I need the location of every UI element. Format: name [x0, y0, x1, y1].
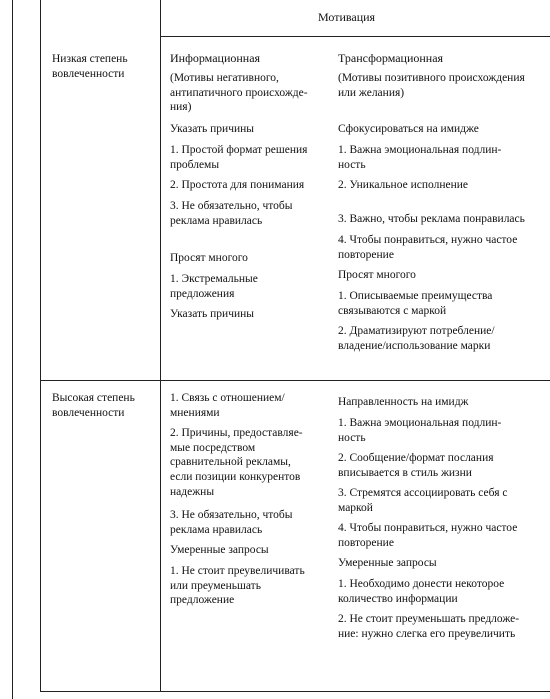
informational-subtitle: (Мотивы негативного, антипатичного происхожде- ния)	[170, 72, 308, 114]
list-item: Просят многого	[338, 269, 416, 281]
table-inner-left-border	[40, 0, 41, 692]
list-item: 1. Описываемые преимущества связываются с маркой	[338, 290, 493, 317]
list-item: 2. Простота для понимания	[170, 179, 305, 191]
motivation-header: Мотивация	[318, 10, 376, 24]
row-divider	[40, 380, 550, 381]
list-item: Направленность на имидж	[338, 396, 469, 408]
list-item: 1. Связь с отношением/ мнениями	[170, 392, 285, 419]
list-item: 4. Чтобы понравиться, нужно частое повторение	[338, 234, 518, 261]
column-title-transformational: Трансформационная	[338, 51, 444, 65]
list-item: 2. Причины, предоставляе- мые посредством сравнительной рекламы, если позиции конкурентов надежны	[170, 427, 303, 498]
list-item: Указать причины	[170, 123, 255, 135]
table-bottom-border	[40, 691, 550, 692]
list-item: 1. Важна эмоциональная подлин- ность	[338, 144, 502, 171]
list-item: 2. Сообщение/формат послания вписывается в стиль жизни	[338, 452, 494, 479]
list-item: Просят многого	[170, 252, 248, 264]
list-item: 3. Стремятся ассоциировать себя с маркой	[338, 487, 508, 514]
list-item: 1. Простой формат решения проблемы	[170, 144, 308, 171]
list-item: 2. Драматизируют потребление/ владение/использование марки	[338, 325, 495, 352]
list-item: Умеренные запросы	[170, 544, 269, 556]
table-left-border	[12, 0, 13, 699]
transformational-subtitle: (Мотивы позитивного происхождения или желания)	[338, 72, 525, 99]
list-item: 3. Не обязательно, чтобы реклама нравилась	[170, 200, 293, 227]
row-label-low-involvement: Низкая степень вовлеченности	[52, 53, 128, 80]
list-item: 2. Не стоит преуменьшать предложе- ние: нужно слегка его преувеличить	[338, 613, 520, 640]
list-item: 2. Уникальное исполнение	[338, 179, 468, 191]
list-item: 3. Не обязательно, чтобы реклама нравилась	[170, 509, 293, 536]
header-divider	[160, 36, 550, 37]
list-item: 4. Чтобы понравиться, нужно частое повторение	[338, 522, 518, 549]
column-divider	[160, 0, 161, 692]
column-title-informational: Информационная	[170, 51, 261, 65]
list-item: 1. Необходимо донести некоторое количество информации	[338, 578, 505, 605]
list-item: 1. Важна эмоциональная подлин- ность	[338, 417, 502, 444]
row-label-high-involvement: Высокая степень вовлеченности	[52, 392, 135, 419]
list-item: 1. Экстремальные предложения	[170, 273, 258, 300]
list-item: Умеренные запросы	[338, 557, 437, 569]
list-item: Сфокусироваться на имидже	[338, 123, 479, 135]
list-item: Указать причины	[170, 308, 255, 320]
list-item: 1. Не стоит преувеличивать или преуменьшать предложение	[170, 565, 305, 607]
list-item: 3. Важно, чтобы реклама понравилась	[338, 213, 525, 225]
